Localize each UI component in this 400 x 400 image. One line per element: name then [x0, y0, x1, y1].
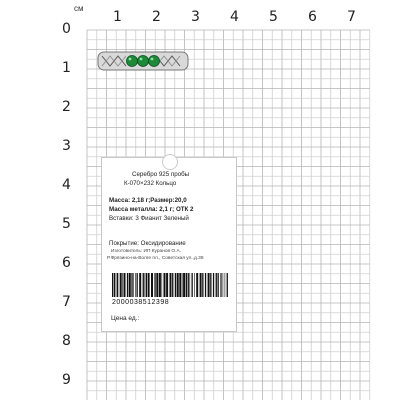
left-ruler-number: 7 [62, 294, 71, 310]
top-ruler-number: 4 [230, 9, 239, 25]
left-ruler-number: 0 [62, 21, 71, 37]
tag-coating-line: Покрытие: Оксидирование [109, 240, 186, 247]
left-ruler-number: 5 [62, 216, 71, 232]
tag-article-line: К-070×232 Кольцо [124, 180, 177, 187]
tag-metal-line: Серебро 925 пробы [132, 171, 190, 178]
barcode-number: 2000038512398 [112, 299, 170, 306]
left-ruler-number: 2 [62, 99, 71, 115]
left-ruler-number: 8 [62, 333, 71, 349]
green-stone-3 [149, 56, 160, 67]
top-ruler-number: 7 [347, 9, 356, 25]
top-ruler-number: 6 [308, 9, 317, 25]
ruler-unit-label: см [74, 4, 84, 13]
green-stone-1 [127, 56, 138, 67]
left-ruler-number: 6 [62, 255, 71, 271]
green-stone-2 [138, 56, 149, 67]
price-label: Цена ед.: [111, 315, 140, 322]
top-ruler-number: 1 [113, 9, 122, 25]
left-ruler-number: 9 [62, 372, 71, 388]
ring-with-green-stones-icon [96, 46, 190, 76]
barcode [110, 273, 230, 297]
tag-address-line: Р.Фрязино-на-Волге пл., Советская ул.,д.38 [107, 256, 204, 261]
top-ruler-number: 3 [191, 9, 200, 25]
product-tag [101, 157, 237, 332]
left-ruler-number: 4 [62, 177, 71, 193]
tag-metal-mass-line: Масса металла: 2,1 г; ОТК 2 [109, 206, 194, 213]
left-ruler-number: 1 [62, 60, 71, 76]
top-ruler-number: 2 [152, 9, 161, 25]
top-ruler-number: 5 [269, 9, 278, 25]
tag-inserts-line: Вставки: 3 Фианит Зеленый [109, 215, 189, 222]
tag-mass-size-line: Масса: 2,18 г;Размер:20,0 [109, 197, 187, 204]
left-ruler-number: 3 [62, 138, 71, 154]
tag-manufacturer-line: Изготовитель: ИП Куранов О.А. [111, 249, 182, 254]
tag-hole [162, 154, 178, 170]
